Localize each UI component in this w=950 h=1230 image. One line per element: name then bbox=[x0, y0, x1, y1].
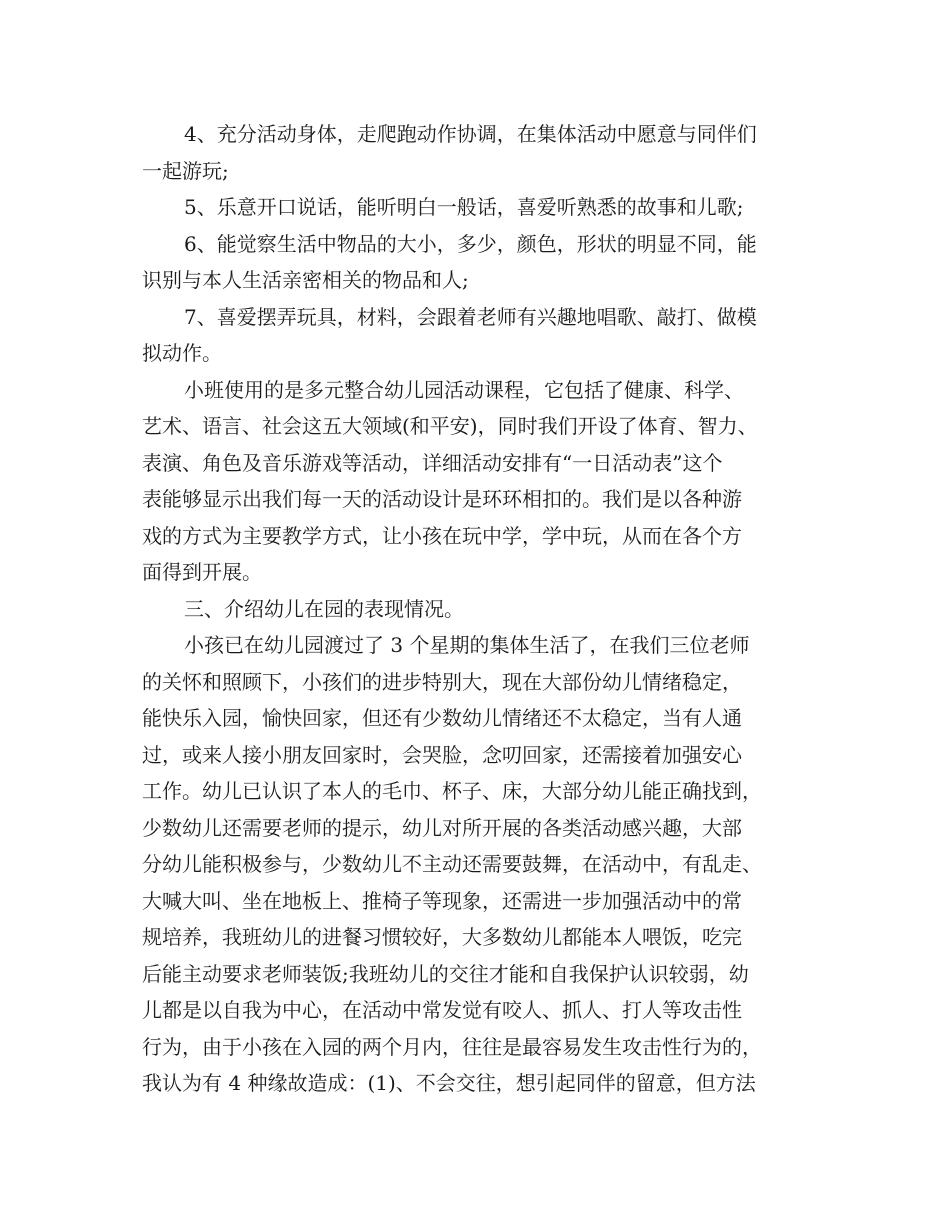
section-heading: 三、介绍幼儿在园的表现情况。 bbox=[184, 596, 464, 621]
paragraph-line: 4、充分活动身体，走爬跑动作协调，在集体活动中愿意与同伴们 bbox=[184, 122, 757, 146]
paragraph-line: 6、能觉察生活中物品的大小，多少，颜色，形状的明显不同，能 bbox=[184, 231, 757, 256]
paragraph-line: 行为，由于小孩在入园的两个月内，往往是最容易发生攻击性行为的， bbox=[142, 1034, 762, 1059]
paragraph-line: 儿都是以自我为中心，在活动中常发觉有咬人、抓人、打人等攻击性 bbox=[142, 998, 742, 1022]
paragraph-line: 小孩已在幼儿园渡过了 3 个星期的集体生活了，在我们三位老师 bbox=[184, 633, 750, 657]
paragraph-line: 大喊大叫、坐在地板上、推椅子等现象，还需进一步加强活动中的常 bbox=[142, 888, 742, 913]
paragraph-line: 5、乐意开口说话，能听明白一般话，喜爱听熟悉的故事和儿歌; bbox=[184, 195, 744, 219]
paragraph-line: 工作。幼儿已认识了本人的毛巾、杯子、床，大部分幼儿能正确找到， bbox=[142, 779, 762, 803]
paragraph-line: 戏的方式为主要教学方式，让小孩在玩中学，学中玩，从而在各个方 bbox=[142, 523, 742, 548]
paragraph-line: 规培养，我班幼儿的进餐习惯较好，大多数幼儿都能本人喂饭，吃完 bbox=[142, 925, 742, 949]
paragraph-line: 少数幼儿还需要老师的提示，幼儿对所开展的各类活动感兴趣，大部 bbox=[142, 815, 742, 840]
paragraph-line: 识别与本人生活亲密相关的物品和人; bbox=[142, 268, 469, 292]
paragraph-line: 表演、角色及音乐游戏等活动，详细活动安排有“一日活动表”这个 bbox=[142, 450, 723, 475]
paragraph-line: 的关怀和照顾下，小孩们的进步特别大，现在大部份幼儿情绪稳定， bbox=[142, 669, 742, 694]
paragraph-line: 过，或来人接小朋友回家时，会哭脸，念叨回家，还需接着加强安心 bbox=[142, 742, 742, 767]
paragraph-line: 分幼儿能积极参与，少数幼儿不主动还需要鼓舞，在活动中，有乱走、 bbox=[142, 852, 762, 876]
paragraph-line: 面得到开展。 bbox=[142, 560, 262, 584]
paragraph-line: 一起游玩; bbox=[142, 158, 229, 183]
paragraph-line: 后能主动要求老师装饭;我班幼儿的交往才能和自我保护认识较弱，幼 bbox=[142, 961, 749, 986]
paragraph-line: 艺术、语言、社会这五大领域(和平安)，同时我们开设了体育、智力、 bbox=[142, 414, 758, 438]
paragraph-line: 表能够显示出我们每一天的活动设计是环环相扣的。我们是以各种游 bbox=[142, 487, 742, 511]
document-body bbox=[142, 116, 817, 1102]
paragraph-line: 我认为有 4 种缘故造成：(1)、不会交往，想引起同伴的留意，但方法 bbox=[142, 1071, 756, 1095]
paragraph-line: 拟动作。 bbox=[142, 341, 222, 365]
paragraph-line: 小班使用的是多元整合幼儿园活动课程，它包括了健康、科学、 bbox=[184, 377, 744, 402]
paragraph-line: 能快乐入园，愉快回家，但还有少数幼儿情绪还不太稳定，当有人通 bbox=[142, 706, 742, 730]
paragraph-line: 7、喜爱摆弄玩具，材料，会跟着老师有兴趣地唱歌、敲打、做模 bbox=[184, 304, 757, 329]
